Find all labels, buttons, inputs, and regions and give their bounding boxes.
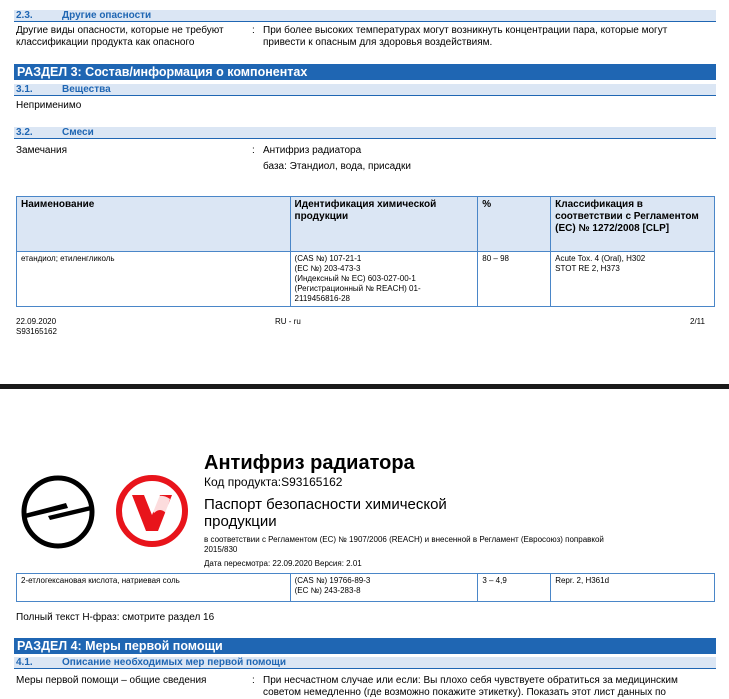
components-table-continued (16, 573, 715, 602)
colon-separator: : (252, 675, 255, 686)
table-header-row (17, 197, 715, 252)
first-aid-value-2: советом немедленно (где возможно покажите этикетку). Показать этот лист данных по (263, 687, 666, 698)
remarks-value-1: Антифриз радиатора (263, 145, 362, 156)
subsection-number: 3.2. (16, 127, 33, 138)
subsection-number: 3.1. (16, 84, 33, 95)
document-title-2: продукции (204, 513, 277, 530)
subsection-2-3-header (14, 10, 716, 22)
h-phrases-note: Полный текст H-фраз: смотрите раздел 16 (16, 612, 215, 623)
column-header-classification: Классификация в соответствии с Регламентом (ЕС) № 1272/2008 [CLP] (551, 197, 715, 252)
section-3-header (14, 64, 716, 80)
section-4-title: РАЗДЕЛ 4: Меры первой помощи (17, 639, 223, 653)
classification-line: Acute Tox. 4 (Oral), H302 (555, 254, 646, 263)
first-aid-value-1: При несчастном случае или если: Вы плохо себя чувствуете обратиться за медицинским (263, 675, 678, 686)
other-hazards-value-2: привести к опасным для здоровья воздействиям. (263, 37, 493, 48)
components-table (16, 196, 715, 307)
table-row (17, 252, 715, 307)
opel-logo-icon (18, 472, 98, 552)
page-separator (0, 384, 729, 389)
component-name: 2-етлогексановая кислота, натриевая соль (17, 574, 291, 602)
subsection-title: Описание необходимых мер первой помощи (62, 657, 287, 668)
classification-line: STOT RE 2, H373 (555, 264, 620, 273)
subsection-title: Вещества (62, 84, 111, 95)
section-3-title: РАЗДЕЛ 3: Состав/информация о компонентах (17, 65, 308, 79)
first-aid-label: Меры первой помощи – общие сведения (16, 675, 207, 686)
component-classification (551, 252, 715, 307)
footer-code: S93165162 (16, 327, 57, 336)
colon-separator: : (252, 25, 255, 36)
other-hazards-label-2: классификации продукта как опасного (16, 37, 195, 48)
colon-separator: : (252, 145, 255, 156)
subsection-title: Другие опасности (62, 10, 152, 21)
column-header-percent: % (478, 197, 551, 252)
subsection-4-1-header (14, 657, 716, 669)
substances-text: Неприменимо (16, 100, 82, 111)
regulation-text-2: 2015/830 (204, 545, 238, 554)
vauxhall-logo-icon (114, 473, 190, 549)
document-title-1: Паспорт безопасности химической (204, 496, 447, 513)
revision-info: Дата пересмотра: 22.09.2020 Версия: 2.01 (204, 559, 362, 568)
footer-language: RU - ru (275, 317, 301, 326)
component-identification (290, 574, 478, 602)
ec-number: (ЕС №) 203-473-3 (294, 264, 361, 273)
cas-number: (CAS №) 107-21-1 (294, 254, 362, 263)
column-header-name: Наименование (17, 197, 291, 252)
footer-page-number: 2/11 (690, 317, 705, 326)
regulation-text-1: в соответствии с Регламентом (ЕС) № 1907/2006 (REACH) и внесенной в Регламент (Евросоюз) поправкой (204, 535, 604, 544)
component-percent: 3 – 4,9 (478, 574, 551, 602)
subsection-3-2-header (14, 127, 716, 139)
cas-number: (CAS №) 19766-89-3 (294, 576, 371, 585)
subsection-number: 4.1. (16, 657, 33, 668)
column-header-identification: Идентификация химической продукции (290, 197, 478, 252)
reach-number: (Регистрационный № REACH) 01- (294, 284, 421, 293)
component-classification: Repr. 2, H361d (551, 574, 715, 602)
subsection-title: Смеси (62, 127, 94, 138)
product-title: Антифриз радиатора (204, 452, 415, 474)
remarks-value-2: база: Этандиол, вода, присадки (263, 161, 411, 172)
product-code: Код продукта:S93165162 (204, 475, 343, 489)
table-row (17, 574, 715, 602)
remarks-label: Замечания (16, 145, 68, 156)
other-hazards-label-1: Другие виды опасности, которые не требуют (16, 25, 224, 36)
subsection-3-1-header (14, 84, 716, 96)
other-hazards-value-1: При более высоких температурах могут возникнуть концентрации пара, которые могут (263, 25, 668, 36)
component-name: етандиол; етиленгликоль (17, 252, 291, 307)
index-number: (Индексный № ЕС) 603-027-00-1 (294, 274, 416, 283)
component-identification (290, 252, 478, 307)
section-4-header (14, 638, 716, 654)
component-percent: 80 – 98 (478, 252, 551, 307)
reach-number-cont: 2119456816-28 (294, 294, 350, 303)
ec-number: (ЕС №) 243-283-8 (294, 586, 361, 595)
subsection-number: 2.3. (16, 10, 33, 21)
footer-date: 22.09.2020 (16, 317, 57, 326)
